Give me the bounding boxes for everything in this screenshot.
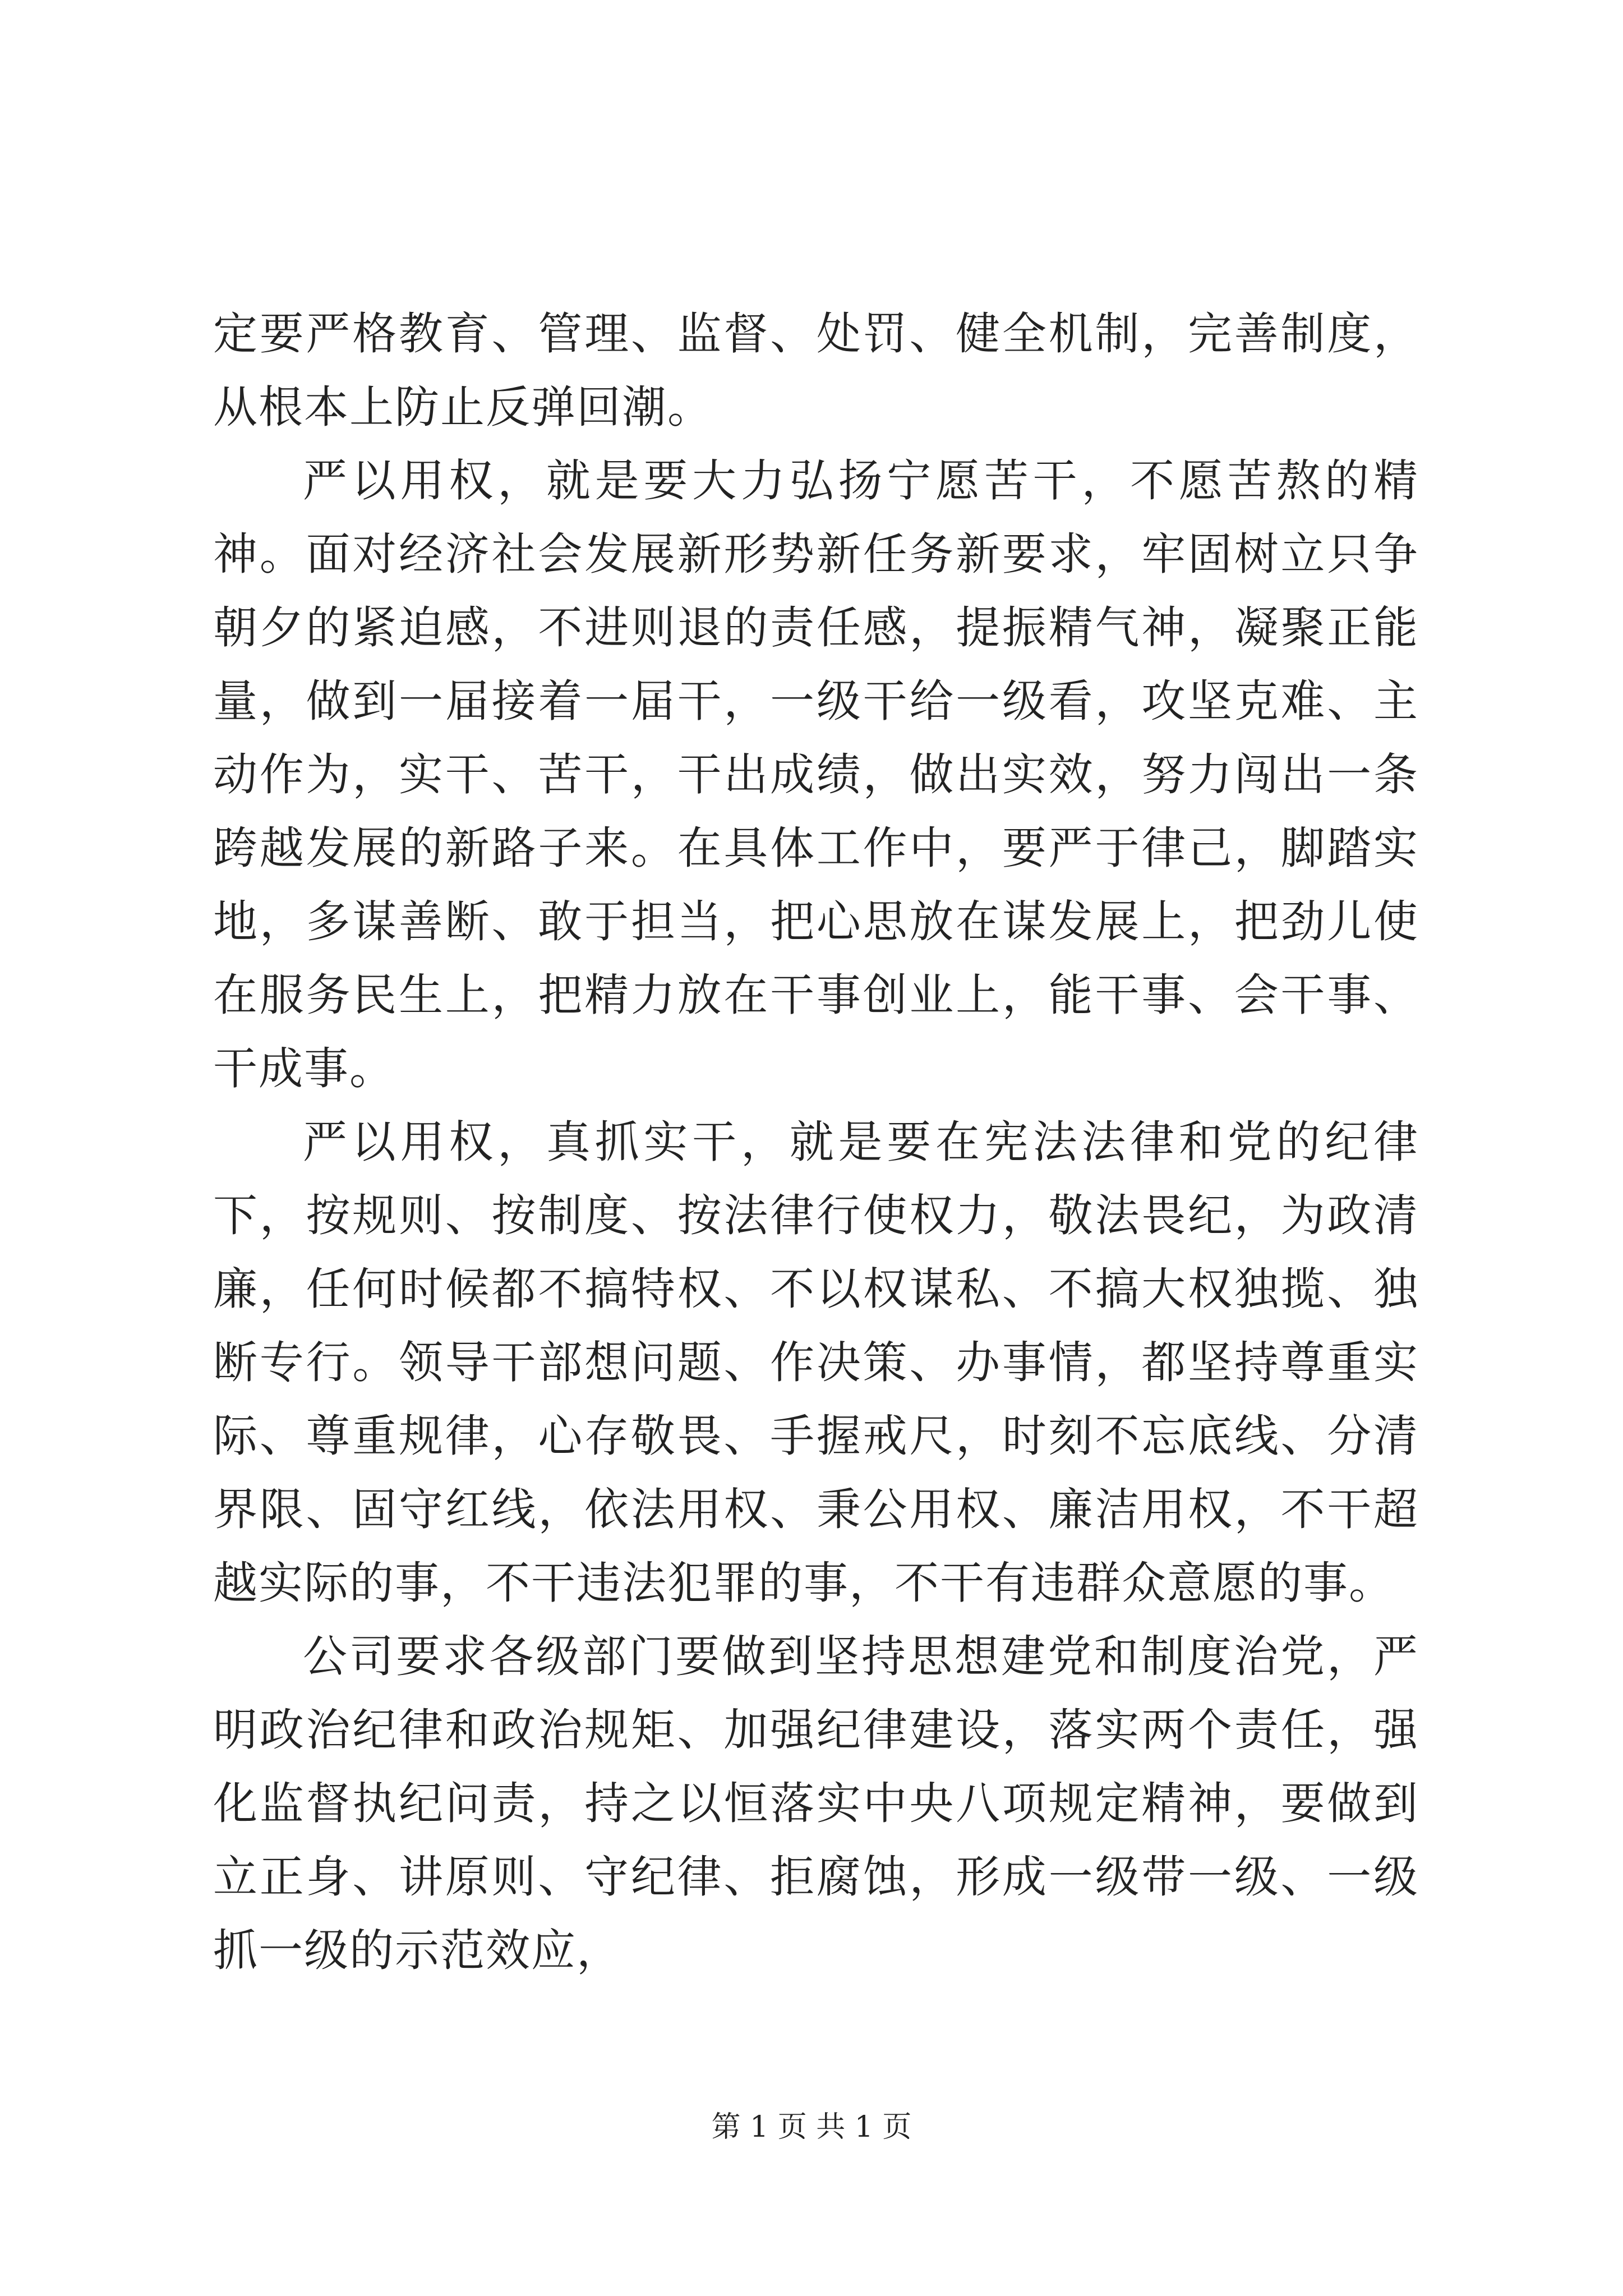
page-footer	[0, 2108, 1623, 2147]
paragraph-4: 公司要求各级部门要做到坚持思想建党和制度治党，严明政治纪律和政治规矩、加强纪律建设，落实两个责任，强化监督执纪问责，持之以恒落实中央八项规定精神，要做到立正身、讲原则、守纪律、拒腐蚀，形成一级带一级、一级抓一级的示范效应，	[213, 1631, 1419, 1976]
paragraph-2: 严以用权，就是要大力弘扬宁愿苦干，不愿苦熬的精神。面对经济社会发展新形势新任务新要求，牢固树立只争朝夕的紧迫感，不进则退的责任感，提振精气神，凝聚正能量，做到一届接着一届干，一级干给一级看，攻坚克难、主动作为，实干、苦干，干出成绩，做出实效，努力闯出一条跨越发展的新路子来。在具体工作中，要严于律己，脚踏实地，多谋善断、敢于担当，把心思放在谋发展上，把劲儿使在服务民生上，把精力放在干事创业上，能干事、会干事、干成事。	[213, 455, 1419, 1094]
document-body	[213, 297, 1419, 1987]
page-number-label: 第 1 页 共 1 页	[711, 2110, 912, 2144]
paragraph-1: 定要严格教育、管理、监督、处罚、健全机制，完善制度，从根本上防止反弹回潮。	[213, 308, 1419, 433]
paragraph-3: 严以用权，真抓实干，就是要在宪法法律和党的纪律下，按规则、按制度、按法律行使权力，敬法畏纪，为政清廉，任何时候都不搞特权、不以权谋私、不搞大权独揽、独断专行。领导干部想问题、作决策、办事情，都坚持尊重实际、尊重规律，心存敬畏、手握戒尺，时刻不忘底线、分清界限、固守红线，依法用权、秉公用权、廉洁用权，不干超越实际的事，不干违法犯罪的事，不干有违群众意愿的事。	[213, 1116, 1419, 1609]
